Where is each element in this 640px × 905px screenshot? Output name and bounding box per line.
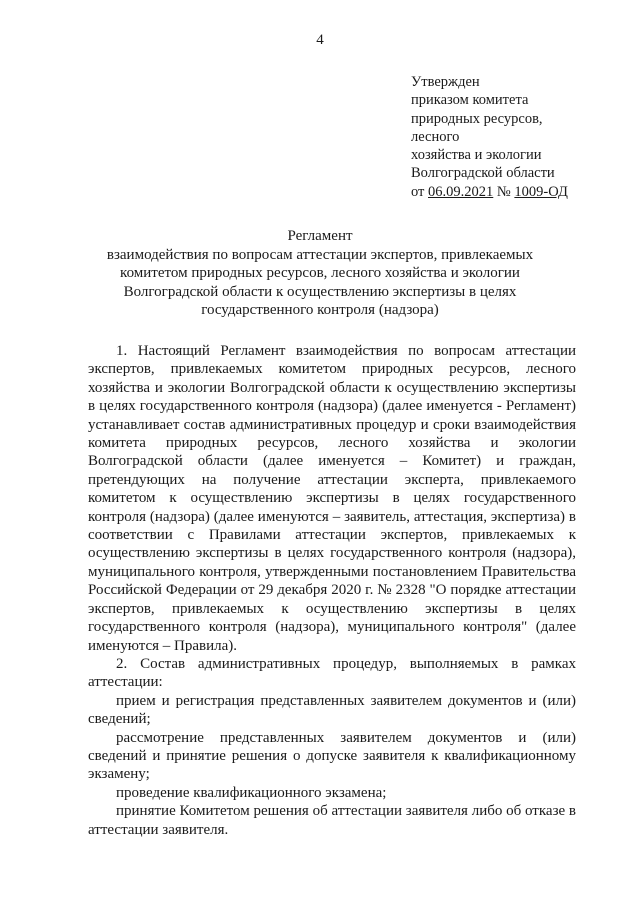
list-item-review: рассмотрение представленных заявителем документов и (или) сведений и принятие решения о допуске заявителя к квалификационному экзамену; xyxy=(88,729,576,783)
approval-date-line xyxy=(411,183,611,201)
approval-line: приказом комитета xyxy=(411,92,529,109)
title-line: взаимодействия по вопросам аттестации экспертов, привлекаемых xyxy=(106,246,534,263)
approval-number: 1009-ОД xyxy=(514,183,568,200)
approval-block xyxy=(411,73,611,201)
list-item-exam: проведение квалификационного экзамена; xyxy=(116,784,387,801)
approval-line: Утвержден xyxy=(411,74,480,90)
title-line: комитетом природных ресурсов, лесного хозяйства и экологии xyxy=(120,265,520,281)
page-number: 4 xyxy=(316,32,324,48)
title-line: государственного контроля (надзора) xyxy=(201,302,439,318)
paragraph-2: 2. Состав административных процедур, выполняемых в рамках аттестации: xyxy=(88,655,576,691)
document-title xyxy=(70,227,570,320)
list-item-decision: принятие Комитетом решения об аттестации заявителя либо об отказе в аттестации заявителя. xyxy=(88,803,576,838)
approval-line: лесного xyxy=(411,128,460,145)
list-item-reception: прием и регистрация представленных заявителем документов и (или) сведений; xyxy=(88,692,576,728)
document-body xyxy=(88,342,576,839)
paragraph-1: 1. Настоящий Регламент взаимодействия по вопросам аттестации экспертов, привлекаемых комитетом природных ресурсов, лесного хозяйства и экологии Волгоградской области к осуществлению экспертизы в целях государственного контроля (надзора) (далее именуется - Регламент) устанавливает состав административных процедур и сроки взаимодействия комитета природных ресурсов, лесного хозяйства и экологии Волгоградской области (далее именуется – Комитет) и граждан, претендующих на получение аттестации эксперта, привлекаемого комитетом к осуществлению экспертизы в целях государственного контроля (надзора) (далее именуются – заявитель, аттестация, экспертиза) в соответствии с Правилами аттестации экспертов, привлекаемых к осуществлению экспертизы в целях государственного контроля (надзора), муниципального контроля, утвержденными постановлением Правительства Российской Федерации от 29 декабря 2020 г. № 2328 "О порядке аттестации экспертов, привлекаемых к осуществлению экспертизы в целях государственного контроля (надзора), муниципального контроля" (далее именуются – Правила). xyxy=(88,343,576,654)
approval-date: 06.09.2021 xyxy=(428,183,494,200)
approval-line: природных ресурсов, xyxy=(411,110,543,127)
approval-line: Волгоградской области xyxy=(411,165,555,182)
approval-number-sign: № xyxy=(496,183,511,200)
approval-from: от xyxy=(411,183,425,200)
approval-line: хозяйства и экологии xyxy=(411,147,542,164)
title-heading: Регламент xyxy=(287,228,353,244)
title-line: Волгоградской области к осуществлению экспертизы в целях xyxy=(123,283,517,300)
